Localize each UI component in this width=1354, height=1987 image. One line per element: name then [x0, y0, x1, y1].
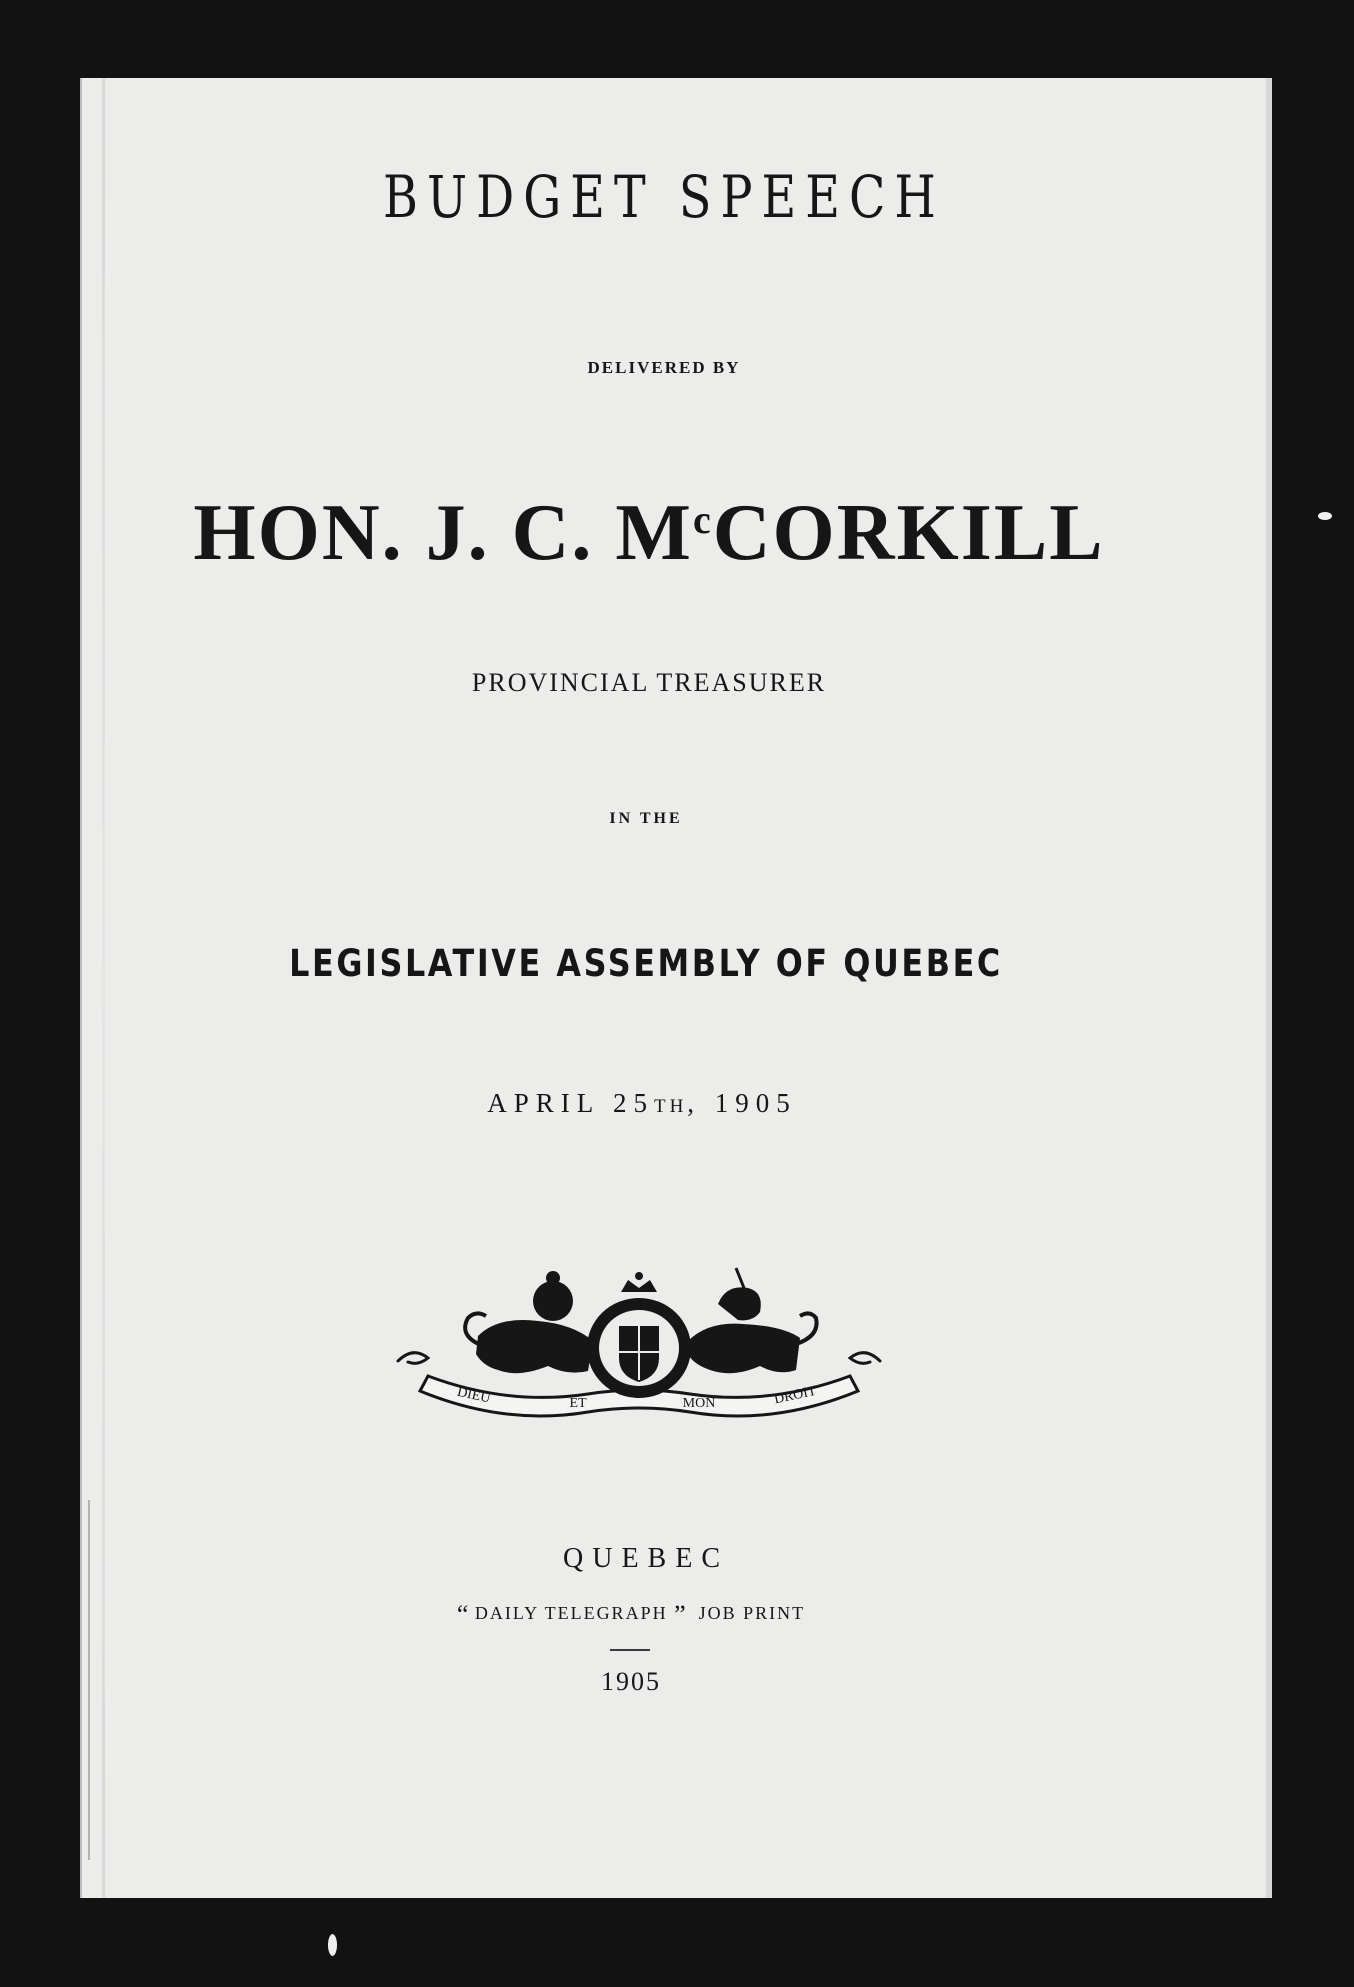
speaker-name-end: CORKILL	[712, 489, 1105, 577]
delivered-by-line: DELIVERED BY	[587, 358, 741, 377]
speaker-name-superscript: c	[692, 497, 713, 542]
royal-coat-of-arms-icon	[388, 1266, 890, 1426]
speaker-name	[0, 488, 1298, 579]
imprint-divider	[610, 1649, 650, 1651]
scan-artifact	[328, 1934, 337, 1956]
imprint-city: QUEBEC	[563, 1543, 729, 1574]
imprint-year: 1905	[601, 1667, 661, 1696]
page-title: BUDGET SPEECH	[383, 163, 945, 231]
lion-supporter	[465, 1271, 593, 1373]
printer-name: DAILY TELEGRAPH	[474, 1603, 668, 1623]
speaker-office: PROVINCIAL TREASURER	[471, 668, 827, 697]
speech-date	[0, 1088, 1284, 1119]
speech-date-day: APRIL 25	[487, 1088, 654, 1118]
central-shield-with-garter	[587, 1272, 691, 1398]
scan-artifact	[1318, 512, 1332, 520]
printer-suffix: JOB PRINT	[698, 1603, 806, 1623]
printer-close-quote: ”	[674, 1600, 686, 1629]
speech-date-suffix: TH	[653, 1096, 688, 1117]
speech-date-year: , 1905	[687, 1088, 797, 1118]
speaker-name-start: HON. J. C. M	[193, 489, 693, 577]
unicorn-supporter	[688, 1268, 817, 1373]
motto-word-1: DIEU	[455, 1384, 492, 1407]
motto-word-4: DROIT	[772, 1383, 818, 1408]
assembly-name: LEGISLATIVE ASSEMBLY OF QUEBEC	[289, 942, 1003, 985]
printer-open-quote: “	[456, 1600, 469, 1629]
motto-word-2: ET	[569, 1396, 587, 1411]
imprint-printer	[0, 1600, 1262, 1630]
motto-word-3: MON	[682, 1396, 716, 1411]
in-the-line: IN THE	[609, 810, 683, 827]
